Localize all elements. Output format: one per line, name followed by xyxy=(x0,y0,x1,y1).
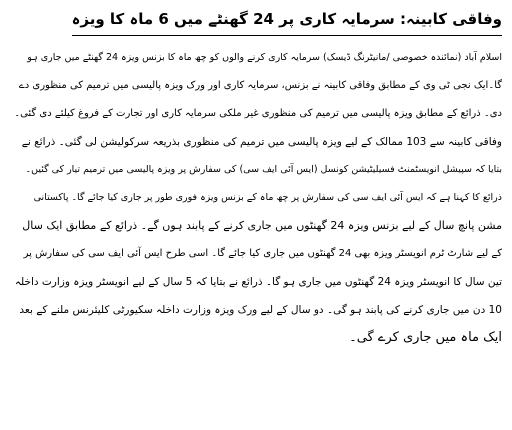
body-line: کے لیے شارٹ ٹرم انویسٹر ویزہ بھی 24 گھنٹوں میں جاری کیا جائے گا۔ اسی طرح ایس آئی ایف سی کی سفارش پر xyxy=(23,248,502,259)
body-line: 10 دن میں جاری کرنے کی پابند ہو گی۔ دو سال کے لیے ورک ویزہ وزارت داخلہ سکیورٹی کلیئرنس ملنے کے بعد xyxy=(19,304,502,316)
body-line: وفاقی کابینہ سے 103 ممالک کے لیے ویزہ پالیسی میں ترمیم کی منظوری بذریعہ سرکولیشن لی گئی۔ ذرائع نے xyxy=(21,136,502,148)
body-line: اسلام آباد (نمائندہ خصوصی /مانیٹرنگ ڈیسک) سرمایہ کاری کرنے والوں کو چھ ماہ کا بزنس ویزہ 24 گھنٹے میں جاری ہو xyxy=(27,52,502,63)
body-line: مشن پانچ سال کے لیے بزنس ویزہ 24 گھنٹوں میں جاری کرنے کے پابند ہوں گے۔ ذرائع کے مطابق ایک سال xyxy=(22,219,502,232)
body-line: گا۔ایک نجی ٹی وی کے مطابق وفاقی کابینہ نے بزنس، سرمایہ کاری اور ورک ویزہ پالیسی میں ترمیم کی منظوری دے xyxy=(18,80,502,91)
article-body xyxy=(12,44,502,352)
body-line: دی۔ ذرائع کے مطابق ویزہ پالیسی میں ترمیم کی منظوری غیر ملکی سرمایہ کاری اور تجارت کے فروغ کیلئے دی گئی۔ xyxy=(14,108,502,119)
headline-text: وفاقی کابینہ: سرمایہ کاری پر 24 گھنٹے میں 6 ماہ کا ویزہ xyxy=(72,4,502,36)
article-headline xyxy=(12,4,502,36)
news-article xyxy=(12,4,502,424)
body-line: ایک ماہ میں جاری کرے گی۔ xyxy=(349,330,502,345)
body-line: تین سال کا انویسٹر ویزہ 24 گھنٹوں میں جاری ہو گا۔ ذرائع نے بتایا کہ 5 سال کے لیے انویسٹر ویزہ وزارت داخلہ xyxy=(14,276,502,288)
body-line: ذرائع کا کہنا ہے کہ ایس آئی ایف سی کی سفارش پر چھ ماہ کے بزنس ویزہ فوری طور پر جاری کیا جائے گا۔ پاکستانی xyxy=(33,192,502,203)
body-line: بتایا کہ سپیشل انویسٹمنٹ فسیلیٹیشن کونسل (ایس آئی ایف سی) کی سفارش پر ویزہ پالیسی میں ترمیم تیار کی گئیں۔ xyxy=(25,164,502,175)
